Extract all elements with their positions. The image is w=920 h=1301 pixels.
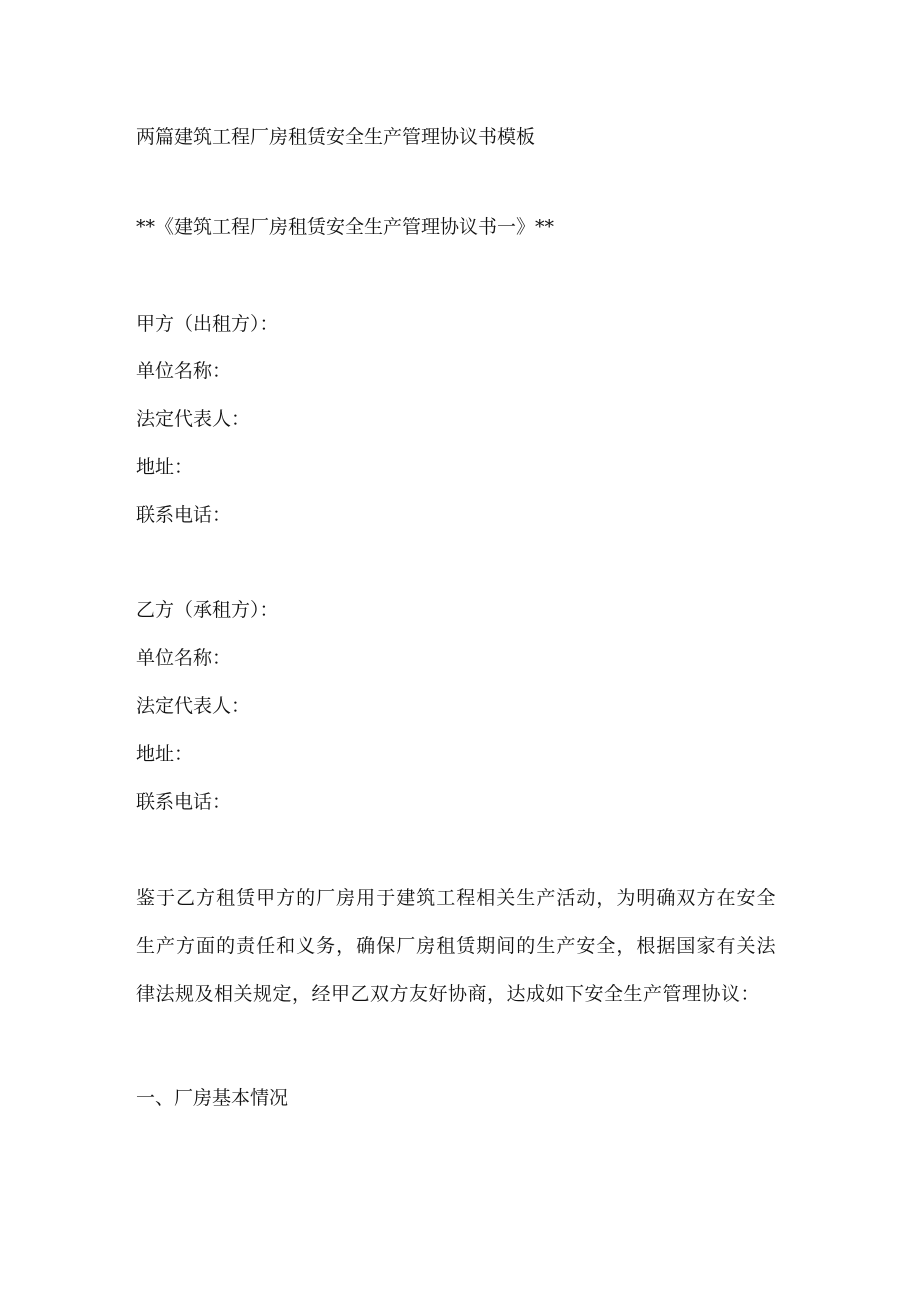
party-b-legal-rep-label: 法定代表人： <box>136 695 251 717</box>
party-b-phone-label: 联系电话： <box>136 791 232 813</box>
party-b-unit-name-label: 单位名称： <box>136 647 232 669</box>
party-a-heading: 甲方（出租方）： <box>136 313 279 335</box>
section-1-heading: 一、厂房基本情况 <box>136 1087 289 1109</box>
party-b-heading: 乙方（承租方）： <box>136 599 279 621</box>
party-a-address-label: 地址： <box>136 456 194 478</box>
party-a-legal-rep-label: 法定代表人： <box>136 408 251 430</box>
party-a-unit-name-label: 单位名称： <box>136 360 232 382</box>
party-a-phone-label: 联系电话： <box>136 504 232 526</box>
agreement-subtitle: **《建筑工程厂房租赁安全生产管理协议书一》** <box>136 216 555 238</box>
party-b-address-label: 地址： <box>136 743 194 765</box>
document-title: 两篇建筑工程厂房租赁安全生产管理协议书模板 <box>136 126 536 148</box>
preamble-paragraph: 鉴于乙方租赁甲方的厂房用于建筑工程相关生产活动，为明确双方在安全生产方面的责任和义务，确保厂房租赁期间的生产安全，根据国家有关法律法规及相关规定，经甲乙双方友好协商，达成如下安全生产管理协议： <box>136 887 776 1005</box>
